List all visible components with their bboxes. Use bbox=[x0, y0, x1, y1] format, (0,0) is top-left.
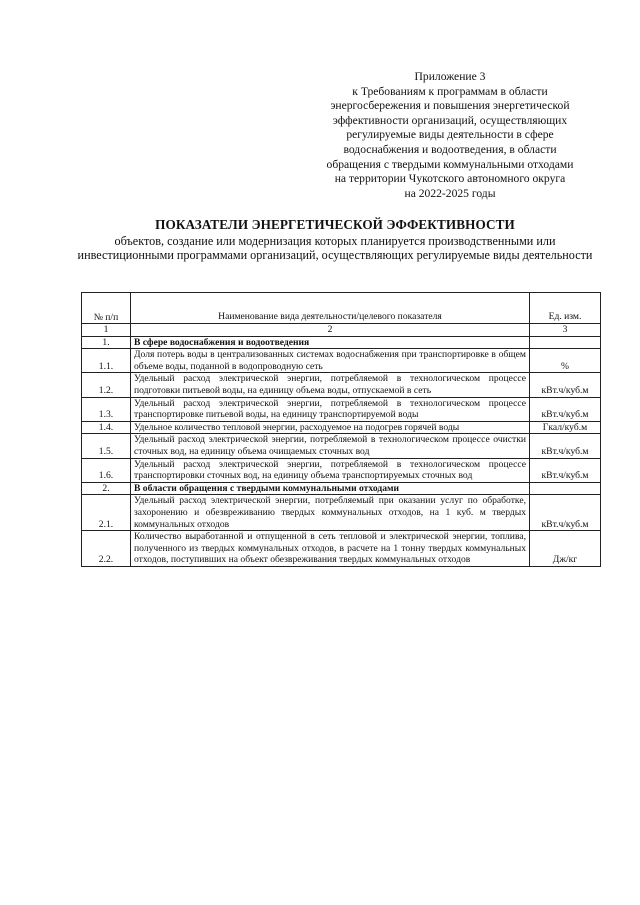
appendix-line: на территории Чукотского автономного округа bbox=[334, 172, 566, 186]
row-unit: Дж/кг bbox=[530, 531, 601, 567]
appendix-line: обращения с твердыми коммунальными отходами bbox=[326, 157, 574, 171]
row-name: Удельный расход электрической энергии, потребляемый при оказании услуг по обработке, захоронению и обезвреживанию твердых коммунальных отходов, на 1 куб. м твердых коммунальных отходов bbox=[131, 495, 530, 531]
row-name: Удельное количество тепловой энергии, расходуемое на подогрев горячей воды bbox=[131, 421, 530, 434]
section-row bbox=[82, 482, 601, 495]
row-name: Удельный расход электрической энергии, потребляемой в технологическом процессе транспортировке питьевой воды, на единицу транспортируемой воды bbox=[131, 397, 530, 421]
row-num: 1.3. bbox=[82, 397, 131, 421]
table-row bbox=[82, 434, 601, 458]
table-row bbox=[82, 397, 601, 421]
table-row bbox=[82, 349, 601, 373]
column-index-row bbox=[82, 324, 601, 337]
row-num: 2.1. bbox=[82, 495, 131, 531]
row-name: Количество выработанной и отпущенной в сеть тепловой и электрической энергии, топлива, полученного из твердых коммунальных отходов, в расчете на 1 тонну твердых коммунальных отходов, поступивших на объект обезвреживания твердых коммунальных отходов bbox=[131, 531, 530, 567]
column-index: 3 bbox=[530, 324, 601, 337]
document-title: ПОКАЗАТЕЛИ ЭНЕРГЕТИЧЕСКОЙ ЭФФЕКТИВНОСТИ bbox=[155, 217, 515, 232]
row-name: Удельный расход электрической энергии, потребляемой в технологическом процессе подготовки питьевой воды, на единицу объема воды, отпускаемой в сеть bbox=[131, 373, 530, 397]
table-row bbox=[82, 458, 601, 482]
appendix-line: на 2022-2025 годы bbox=[404, 186, 496, 200]
row-unit bbox=[530, 482, 601, 495]
appendix-line: регулируемые виды деятельности в сфере bbox=[346, 128, 554, 142]
row-name: Удельный расход электрической энергии, потребляемой в технологическом процессе транспортировки сточных вод, на единицу объема транспортируемых сточных вод bbox=[131, 458, 530, 482]
column-index: 1 bbox=[82, 324, 131, 337]
row-name: В сфере водоснабжения и водоотведения bbox=[131, 336, 530, 349]
row-num: 1.6. bbox=[82, 458, 131, 482]
appendix-reference bbox=[300, 70, 600, 201]
row-unit: кВт.ч/куб.м bbox=[530, 397, 601, 421]
indicators-table bbox=[81, 292, 601, 567]
row-num: 2. bbox=[82, 482, 131, 495]
appendix-line: Приложение 3 bbox=[414, 70, 486, 83]
row-unit: кВт.ч/куб.м bbox=[530, 458, 601, 482]
row-num: 1.4. bbox=[82, 421, 131, 434]
row-num: 1.2. bbox=[82, 373, 131, 397]
appendix-line: эффективности организаций, осуществляющих bbox=[332, 113, 568, 127]
row-num: 1. bbox=[82, 336, 131, 349]
row-name: Доля потерь воды в централизованных системах водоснабжения при транспортировке в общем объеме воды, поданной в водопроводную сеть bbox=[131, 349, 530, 373]
column-index: 2 bbox=[131, 324, 530, 337]
row-name: В области обращения с твердыми коммунальными отходами bbox=[131, 482, 530, 495]
table-row bbox=[82, 421, 601, 434]
section-row bbox=[82, 336, 601, 349]
row-unit: кВт.ч/куб.м bbox=[530, 495, 601, 531]
row-unit: % bbox=[530, 349, 601, 373]
appendix-line: энергосбережения и повышения энергетической bbox=[330, 99, 570, 113]
table-row bbox=[82, 495, 601, 531]
header-unit: Ед. изм. bbox=[530, 293, 601, 324]
row-unit: кВт.ч/куб.м bbox=[530, 434, 601, 458]
row-num: 2.2. bbox=[82, 531, 131, 567]
appendix-line: водоснабжения и водоотведения, в области bbox=[343, 142, 557, 156]
row-unit bbox=[530, 336, 601, 349]
row-num: 1.5. bbox=[82, 434, 131, 458]
table-header-row bbox=[82, 293, 601, 324]
appendix-line: к Требованиям к программам в области bbox=[352, 84, 548, 98]
document-subtitle: объектов, создание или модернизация которых планируется производственными или инвестиционными программами организаций, осуществляющих регулируемые виды деятельности bbox=[77, 234, 593, 263]
row-name: Удельный расход электрической энергии, потребляемой в технологическом процессе очистки сточных вод, на единицу объема очищаемых сточных вод bbox=[131, 434, 530, 458]
row-unit: Гкал/куб.м bbox=[530, 421, 601, 434]
row-num: 1.1. bbox=[82, 349, 131, 373]
row-unit: кВт.ч/куб.м bbox=[530, 373, 601, 397]
header-num: № п/п bbox=[82, 293, 131, 324]
header-name: Наименование вида деятельности/целевого показателя bbox=[131, 293, 530, 324]
document-heading bbox=[70, 217, 600, 263]
table-body bbox=[82, 336, 601, 566]
table-row bbox=[82, 531, 601, 567]
table-row bbox=[82, 373, 601, 397]
